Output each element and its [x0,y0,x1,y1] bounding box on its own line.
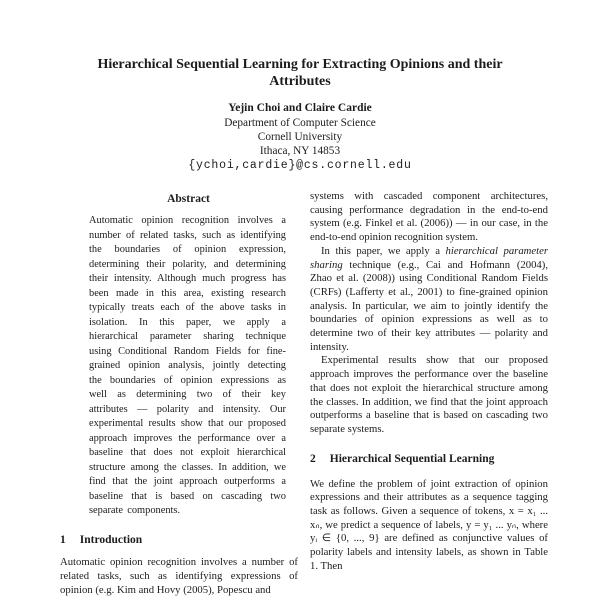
paragraph-experimental-results: Experimental results show that our proposed approach improves the performance over the baseline that does not exploit the hierarchical structure among the classes. In addition, we find that the joint approach outperforms a baseline that is based on cascading two separate systems. [310,354,548,435]
author-names: Yejin Choi and Claire Cardie [228,102,372,114]
right-column [310,190,548,574]
affiliation-university: Cornell University [257,131,343,143]
paragraph-text: technique (e.g., Cai and Hofmann (2004), Zhao et al. (2008)) using Conditional Random Fields (CRFs) (Lafferty et al., 2001) to fine-grained opinion analysis. In particular, we aim to jointly identify the boundaries of opinion expressions as well as to determine two of their key attributes — polarity and intensity. [310,258,548,353]
paragraph-parameter-sharing [310,245,548,355]
abstract-heading: Abstract [167,193,210,205]
paper-title-line2: Attributes [269,73,331,89]
paper-title [0,57,600,90]
email-address: {ychoi,cardie}@cs.cornell.edu [188,159,412,172]
paragraph-cascaded-systems: systems with cascaded component architectures, causing performance degradation in the end-to-end system (e.g. Finkel et al. (2006)) — in our case, in the end-to-end opinion recognition system. [310,190,548,244]
introduction-paragraph: Automatic opinion recognition involves a number of related tasks, such as identifying expressions of opinion (e.g. Kim and Hovy (2005), Popescu and [60,556,298,597]
section-title: Hierarchical Sequential Learning [329,452,495,465]
italic-term: hierarchical parameter sharing [310,244,548,271]
paper-title-line1: Hierarchical Sequential Learning for Extracting Opinions and their [97,57,503,72]
paragraph-problem-definition: We define the problem of joint extraction of opinion expressions and their attributes as a sequence tagging task as follows. Given a sequence of tokens, x = x₁ ... xₙ, we predict a sequence of labels, y = y₁ ... yₙ, where yᵢ ∈ {0, ..., 9} are defined as conjunctive values of polarity labels and intensity labels, as shown in Table 1. Then [310,477,548,572]
abstract-body: Automatic opinion recognition involves a number of related tasks, such as identifying the boundaries of opinion expression, determining their polarity, and determining their intensity. Although much progress has been made in this area, existing research typically treats each of the above tasks in isolation. In this paper, we apply a hierarchical parameter sharing technique using Conditional Random Fields for fine-grained opinion analysis, jointly detecting the boundaries of opinion expressions as well as determining two of their key attributes — polarity and intensity. Our experimental results show that our proposed approach improves the performance over a baseline that does not exploit hierarchical structure among the classes. In addition, we find that the joint approach outperforms a baseline that is based on cascading two separate components. [89,215,286,516]
section-number: 2 [310,452,316,465]
affiliation-department: Department of Computer Science [224,117,376,129]
paragraph-text: In this paper, we apply a [321,244,446,257]
affiliation-city: Ithaca, NY 14853 [259,145,341,157]
section-title: Introduction [79,534,143,546]
section-heading-hierarchical-sequential-learning [310,452,548,466]
section-number: 1 [60,534,66,546]
section-heading-introduction [60,534,300,546]
